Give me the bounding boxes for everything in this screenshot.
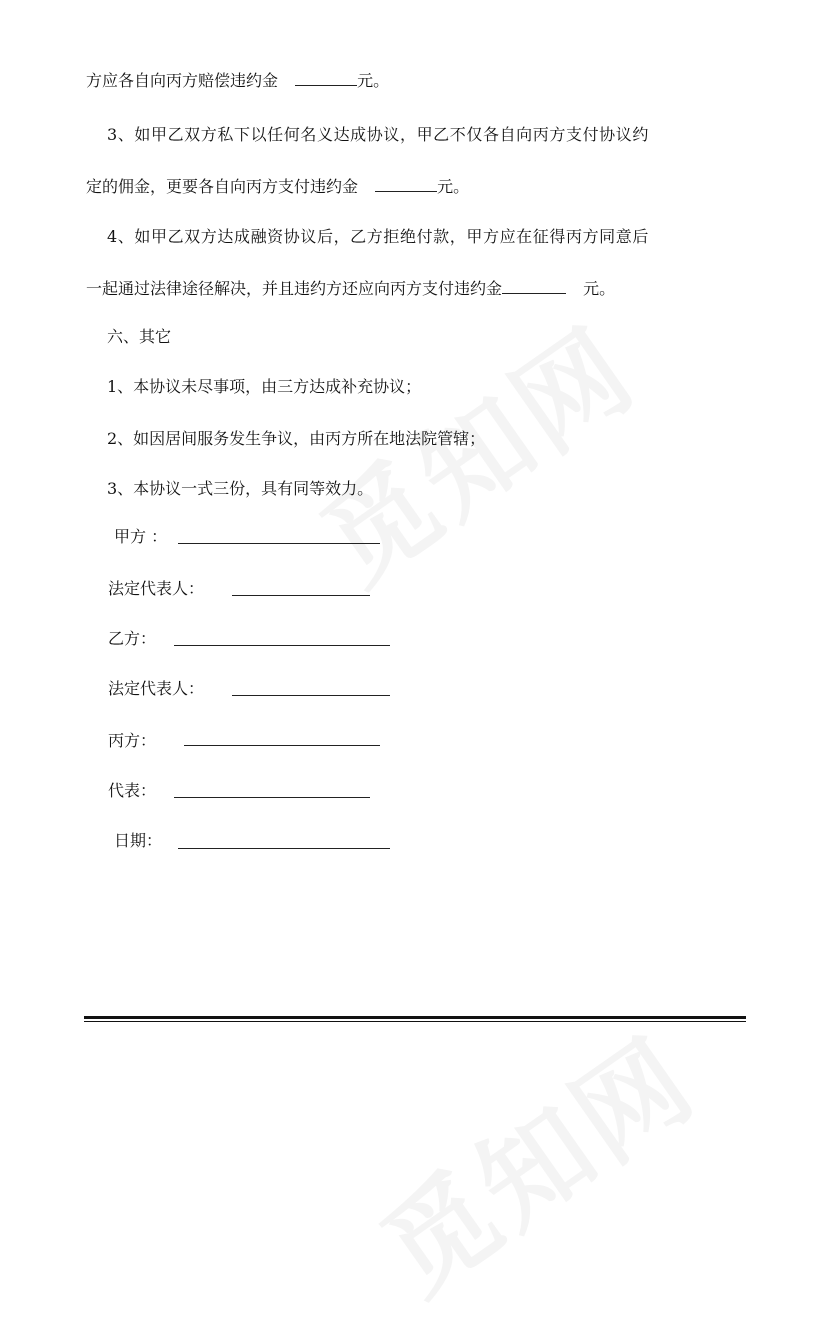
- party-c-rep-signature-line: [174, 797, 370, 798]
- clause-continuation-tail: 元。: [357, 71, 390, 90]
- party-a-label: 甲方 ：: [114, 527, 168, 546]
- clause-3-line-1: 3、如甲乙双方私下以任何名义达成协议，甲乙不仅各自向丙方支付协议约: [107, 125, 649, 144]
- amount-blank: [295, 71, 357, 86]
- party-c-rep-label: 代表：: [108, 781, 157, 800]
- section-six-item-3: 3、本协议一式三份，具有同等效力。: [107, 479, 374, 498]
- party-b-signature-line: [174, 645, 390, 646]
- clause-3-line-2-tail: 元。: [437, 177, 470, 196]
- clause-4-line-2-tail: 元。: [583, 279, 616, 298]
- party-a-signature-line: [178, 543, 380, 544]
- amount-blank: [502, 279, 566, 294]
- clause-continuation-text: 方应各自向丙方赔偿违约金: [86, 71, 279, 90]
- party-b-label: 乙方：: [108, 629, 157, 648]
- party-b-rep-signature-line: [232, 695, 390, 696]
- footer-rule-thin: [84, 1021, 746, 1022]
- section-six-item-2: 2、如因居间服务发生争议，由丙方所在地法院管辖；: [107, 429, 486, 448]
- clause-4-line-1: 4、如甲乙双方达成融资协议后，乙方拒绝付款，甲方应在征得丙方同意后: [107, 227, 649, 246]
- section-six-heading: 六、其它: [107, 327, 172, 346]
- party-a-rep-label: 法定代表人：: [108, 579, 205, 598]
- clause-3-line-2: [86, 176, 469, 198]
- party-a-rep-signature-line: [232, 595, 370, 596]
- watermark-bottom: [346, 994, 722, 1323]
- section-six-item-1: 1、本协议未尽事项，由三方达成补充协议；: [107, 377, 422, 396]
- date-label: 日期：: [114, 831, 163, 850]
- party-c-label: 丙方：: [108, 731, 157, 750]
- clause-3-line-2-text: 定的佣金，更要各自向丙方支付违约金: [86, 177, 359, 196]
- amount-blank: [375, 177, 437, 192]
- clause-4-line-2-text: 一起通过法律途径解决，并且违约方还应向丙方支付违约金: [86, 279, 503, 298]
- clause-4-line-2: [86, 278, 615, 300]
- party-c-signature-line: [184, 745, 380, 746]
- date-signature-line: [178, 848, 390, 849]
- footer-rule-thick: [84, 1016, 746, 1019]
- clause-continuation: [86, 70, 389, 92]
- party-b-rep-label: 法定代表人：: [108, 679, 205, 698]
